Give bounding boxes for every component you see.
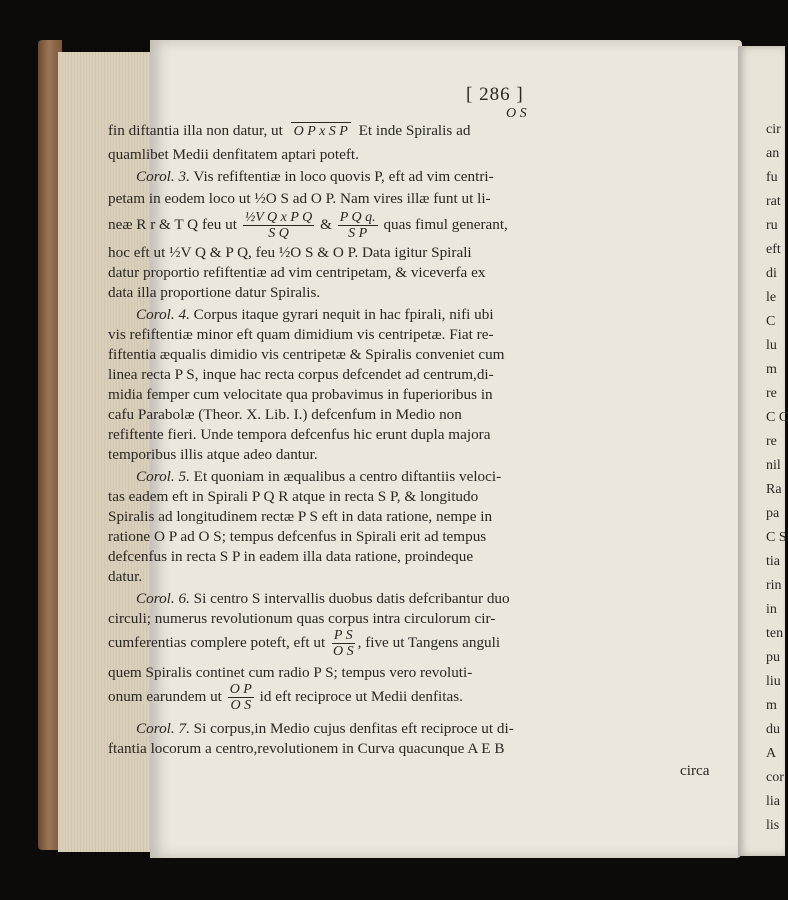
corollary-label: Corol. 5. (136, 468, 190, 485)
text-line: refiftente fieri. Unde tempora defcenfus hic erunt dupla majora (108, 426, 491, 443)
facing-page-text-fragment: di (766, 266, 777, 281)
fraction: $\frac{\text{½V Q x P Q}}{\text{S Q}}$ (244, 210, 313, 242)
text-line: fin diftantia illa non datur, ut O P x S P Et inde Spiralis ad (108, 122, 471, 139)
catchword: circa (680, 762, 710, 779)
text-line: tas eadem eft in Spirali P Q R atque in recta S P, & longitudo (108, 488, 479, 505)
text-line: circuli; numerus revolutionum quas corpus intra circulorum cir- (108, 610, 496, 627)
facing-page-text-fragment: ru (766, 218, 778, 233)
facing-page-text-fragment: Ra (766, 482, 782, 497)
facing-page-text-fragment: m (766, 698, 777, 713)
fraction-denominator: O P x S P (291, 122, 351, 141)
text-line: midia femper cum velocitate qua probavimus in fuperioribus in (108, 386, 493, 403)
text-line: data illa proportione datur Spiralis. (108, 284, 321, 301)
facing-page-text-fragment: lis (766, 818, 780, 833)
text-line: datur. (108, 568, 143, 585)
text-line: ftantia locorum a centro,revolutionem in Curva quacunque A E B (108, 740, 505, 757)
facing-page-text-fragment: re (766, 386, 777, 401)
corollary-7-line: Corol. 7. Si corpus,in Medio cujus denfitas eft reciproce ut di- (136, 720, 514, 737)
facing-page-text-fragment: pu (766, 650, 780, 665)
facing-page-text-fragment: lia (766, 794, 780, 809)
text-line: quamlibet Medii denfitatem aptari poteft. (108, 146, 359, 163)
facing-page-text-fragment: rin (766, 578, 782, 593)
facing-page-text-fragment: cor (766, 770, 784, 785)
facing-page-text-fragment: cir (766, 122, 781, 137)
corollary-label: Corol. 3. (136, 168, 190, 185)
corollary-6-line: Corol. 6. Si centro S intervallis duobus datis defcribantur duo (136, 590, 510, 607)
facing-page-text-fragment: fu (766, 170, 778, 185)
text-line: petam in eodem loco ut ½O S ad O P. Nam vires illæ funt ut li- (108, 190, 491, 207)
corollary-3-line: Corol. 3. Vis refiftentiæ in loco quovis P, eft ad vim centri- (136, 168, 494, 185)
facing-page-text-fragment: re (766, 434, 777, 449)
text-line-with-fraction: onum earundem ut $\frac{\text{O P}}{\text{O S}}$ id eft reciproce ut Medii denfitas. (108, 682, 463, 714)
text-line: hoc eft ut ½V Q & P Q, feu ½O S & O P. Data igitur Spirali (108, 244, 472, 261)
facing-page-text-fragment: pa (766, 506, 780, 521)
facing-page-text-fragment: ten (766, 626, 784, 641)
fraction: $\frac{\text{O P}}{\text{O S}}$ (229, 682, 252, 714)
facing-page-text-fragment: du (766, 722, 780, 737)
text-line: vis refiftentiæ minor eft quam dimidium vis centripetæ. Fiat re- (108, 326, 494, 343)
facing-page-text-fragment: C S (766, 530, 787, 545)
facing-page-text-fragment: A (766, 746, 777, 761)
facing-page-text-fragment: rat (766, 194, 781, 209)
facing-page-text-fragment: m (766, 362, 777, 377)
facing-page-text-fragment: eft (766, 242, 781, 257)
text-line: datur proportio refiftentiæ ad vim centripetam, & viceverfa ex (108, 264, 486, 281)
facing-page-text-fragment: C (766, 314, 776, 329)
facing-page-text-fragment: C C (766, 410, 788, 425)
text-line: ratione O P ad O S; tempus defcenfus in Spirali erit ad tempus (108, 528, 487, 545)
corollary-label: Corol. 4. (136, 306, 190, 323)
fraction: $\frac{\text{P S}}{\text{O S}}$ (332, 628, 354, 660)
facing-page-text-fragment: in (766, 602, 777, 617)
facing-page-text-fragment: tia (766, 554, 780, 569)
facing-page-text-fragment: lu (766, 338, 777, 353)
text-line: linea recta P S, inque hac recta corpus defcendet ad centrum,di- (108, 366, 494, 383)
fraction: $\frac{\text{P Q q.}}{\text{S P}}$ (339, 210, 376, 242)
text-line: cafu Parabolæ (Theor. X. Lib. I.) defcenfum in Medio non (108, 406, 462, 423)
facing-page-text-fragment: an (766, 146, 780, 161)
text-line: quem Spiralis continet cum radio P S; tempus vero revoluti- (108, 664, 473, 681)
facing-page-text-fragment: liu (766, 674, 781, 689)
facing-page-text-fragment: le (766, 290, 777, 305)
page-number: [ 286 ] (466, 84, 524, 105)
corollary-label: Corol. 6. (136, 590, 190, 607)
corollary-5-line: Corol. 5. Et quoniam in æqualibus a centro diftantiis veloci- (136, 468, 502, 485)
facing-page-text-fragment: nil (766, 458, 781, 473)
fraction-numerator: O S (506, 106, 527, 121)
text-line-with-fraction: cumferentias complere poteft, eft ut $\frac{\text{P S}}{\text{O S}}$ , five ut Tangens anguli (108, 628, 501, 660)
corollary-4-line: Corol. 4. Corpus itaque gyrari nequit in hac fpirali, nifi ubi (136, 306, 494, 323)
text-line: temporibus illis atque adeo dantur. (108, 446, 318, 463)
text-line: defcenfus in recta S P in eadem illa data ratione, proindeque (108, 548, 474, 565)
corollary-label: Corol. 7. (136, 720, 190, 737)
text-line: Spiralis ad longitudinem rectæ P S eft in data ratione, nempe in (108, 508, 493, 525)
text-line: fiftentia æqualis dimidio vis centripetæ & Spiralis conveniet cum (108, 346, 505, 363)
text-line-with-fractions: neæ R r & T Q feu ut $\frac{\text{½V Q x P Q}}{\text{S Q}}$ & $\frac{\text{P Q q.}}{\text{S P}}$ quas fimul generant, (108, 210, 508, 242)
